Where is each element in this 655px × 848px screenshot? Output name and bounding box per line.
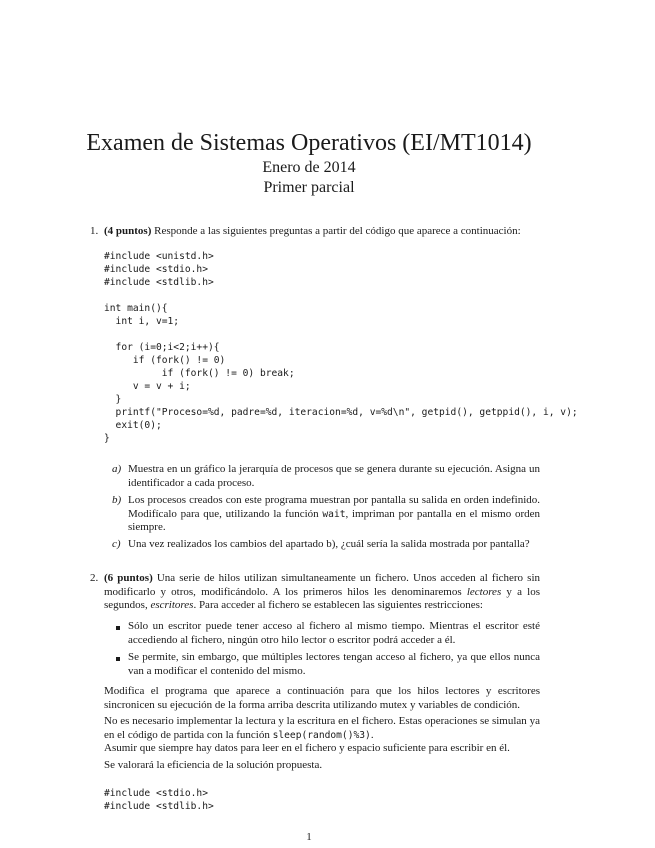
bullet-icon [116,657,120,661]
question-1-number: 1. [90,225,99,237]
term-escritores: escritores [150,599,194,611]
code-line: v = v + i; [104,381,191,392]
item-b-text-part: , impriman por pantalla en el mismo orden siempre. [128,507,540,533]
question-1-text: Responde a las siguientes preguntas a partir del código que aparece a continuación: [154,225,521,237]
code-line [104,289,578,302]
paragraph-no-implement [104,715,540,742]
code-line: #include <unistd.h> [104,251,214,262]
code-line: } [104,433,110,444]
question-2-text: Una serie de hilos utilizan simultaneamente un fichero. Unos acceden al fichero sin modificarlo y otros, modificándolo. A los primeros hilos les denominaremos [104,572,540,598]
code-line: int main(){ [104,303,168,314]
item-b-text [128,494,540,535]
paragraph-assume: Asumir que siempre hay datos para leer en el fichero y espacio suficiente para escribir en él. [104,742,510,754]
code-line: #include <stdio.h> [104,788,208,799]
code-line: #include <stdio.h> [104,264,208,275]
exam-header [0,129,618,198]
question-2-text: y a los segundos, [104,585,540,611]
wait-function: wait [322,508,346,520]
item-b-letter: b) [112,494,122,506]
code-line: int i, v=1; [104,316,180,327]
item-c-letter: c) [112,538,121,550]
paragraph-text: . [370,728,374,741]
code-line: } [104,394,122,405]
question-2-number: 2. [90,572,99,584]
term-lectores: lectores [466,585,502,598]
paragraph-text: No es necesario implementar la lectura y la escritura en el fichero. Estas operaciones se simulan ya en el código de partida con la función [104,715,540,741]
exam-date: Enero de 2014 [262,159,356,176]
code-line: #include <stdlib.h> [104,277,214,288]
code-line: if (fork() != 0) break; [104,368,295,379]
sleep-call: sleep(random()%3) [272,729,371,741]
question-2-text: . Para acceder al fichero se establecen las siguientes restricciones: [193,599,483,611]
question-1-points: (4 puntos) [104,225,152,237]
code-line: printf("Proceso=%d, padre=%d, iteracion=%d, v=%d\n", getpid(), getppid(), i, v); [104,407,578,418]
question-1-intro [104,225,544,239]
code-line: for (i=0;i<2;i++){ [104,342,220,353]
page-number: 1 [306,831,312,843]
question-2-intro [104,572,540,613]
bullet-icon [116,626,120,630]
item-a-text: Muestra en un gráfico la jerarquía de procesos que se genera durante su ejecución. Asigna un identificador a cada proceso. [128,463,540,489]
question-2-points: (6 puntos) [104,572,153,584]
item-b-text-part: Los procesos creados con este programa muestran por pantalla su salida en orden indefinido. Modifícalo para que, utilizando la función [128,494,540,520]
question-2-code [104,787,214,813]
code-line: exit(0); [104,420,162,431]
question-1-code [104,250,578,445]
restriction-2: Se permite, sin embargo, que múltiples lectores tengan acceso al fichero, ya que ellos nunca van a modificar el contenido del mismo. [128,651,540,677]
code-line [104,328,578,341]
item-a-letter: a) [112,463,122,475]
code-line: if (fork() != 0) [104,355,226,366]
code-line: #include <stdlib.h> [104,801,214,812]
paragraph-modify: Modifica el programa que aparece a continuación para que los hilos lectores y escritores sincronicen su ejecución de la forma arriba descrita utilizando mutex y variables de condición. [104,685,540,711]
paragraph-evaluation: Se valorará la eficiencia de la solución propuesta. [104,759,323,771]
restriction-1: Sólo un escritor puede tener acceso al fichero al mismo tiempo. Mientras el escritor esté accediendo al fichero, ningún otro hilo lector o escritor podrá acceder a él. [128,620,540,646]
exam-title: Examen de Sistemas Operativos (EI/MT1014) [86,130,532,156]
exam-part: Primer parcial [263,179,355,196]
item-c-text: Una vez realizados los cambios del apartado b), ¿cuál sería la salida mostrada por pantalla? [128,538,530,550]
